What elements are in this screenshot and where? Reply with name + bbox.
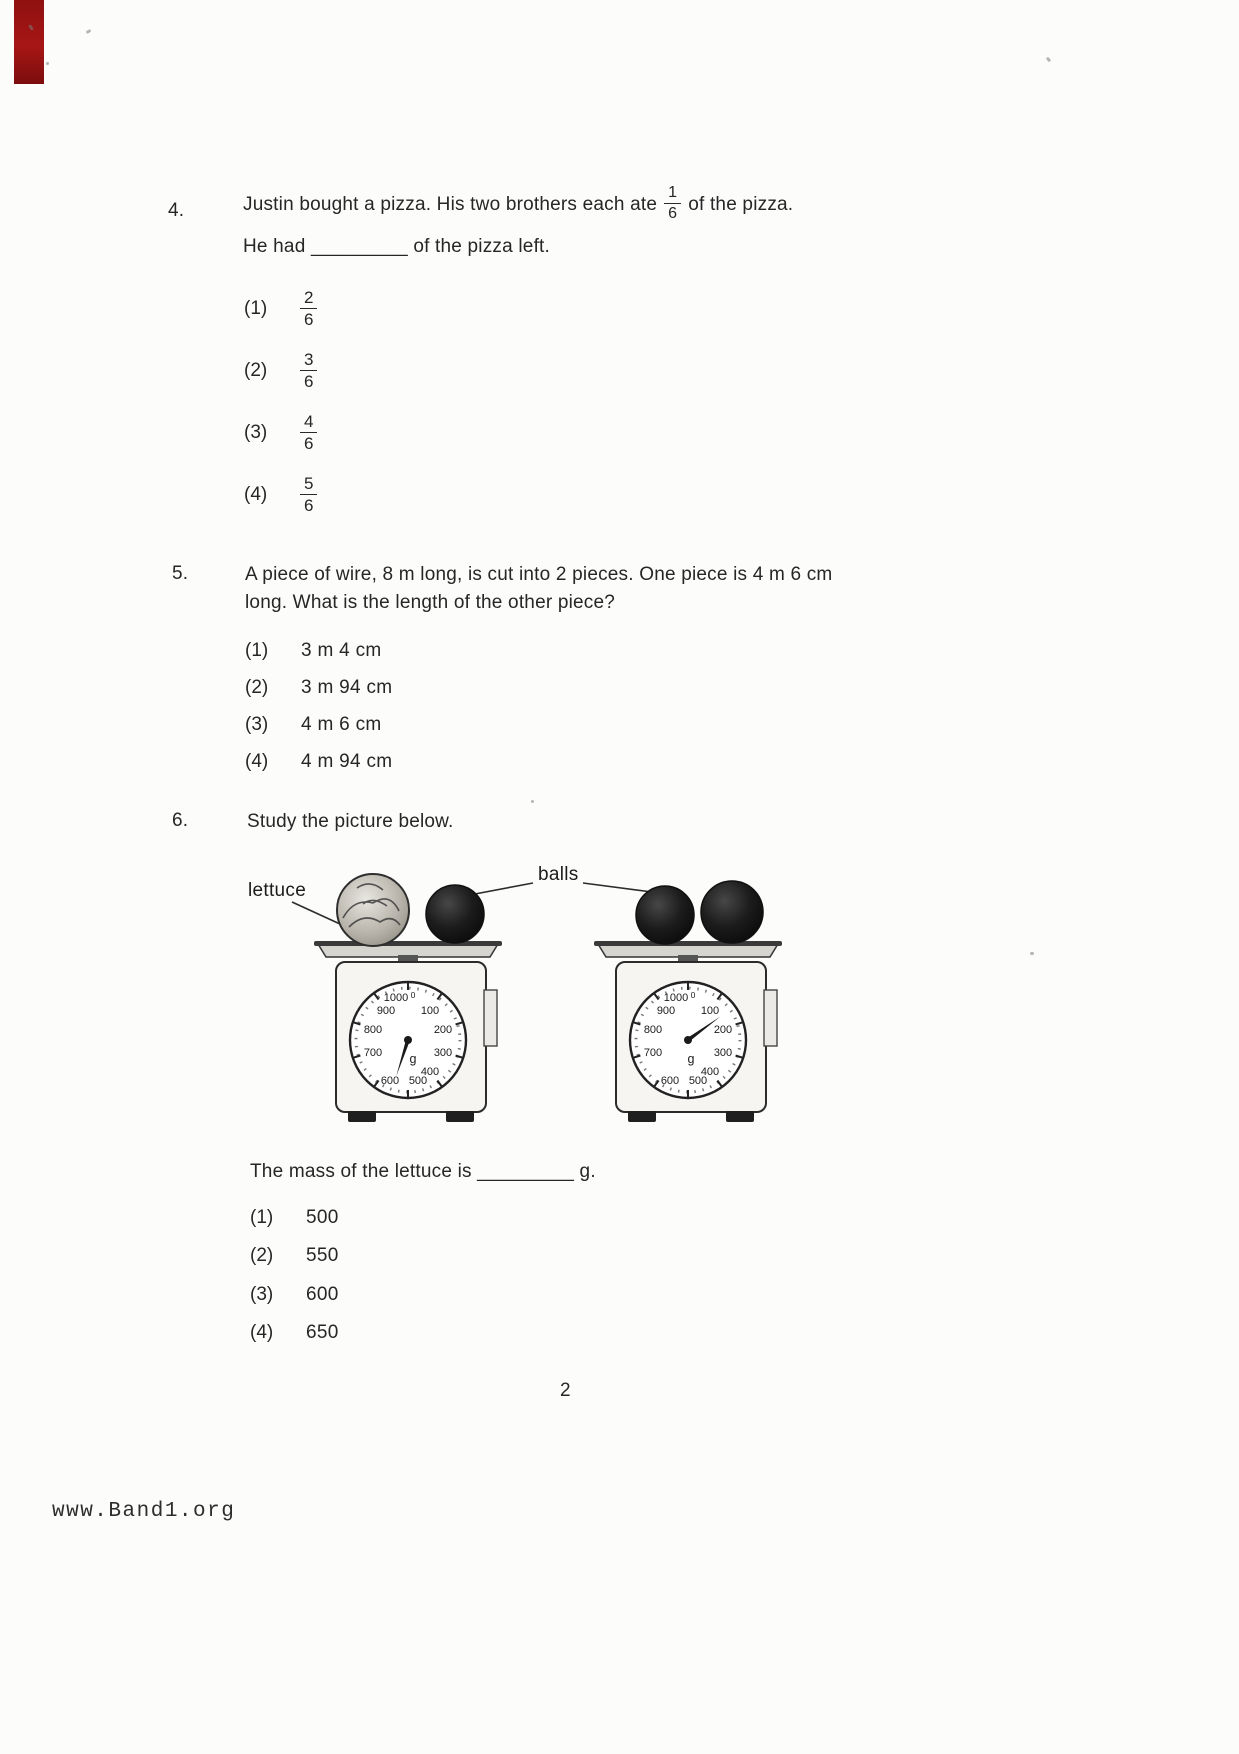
option-label: (2) — [250, 1245, 274, 1266]
option-text: 600 — [306, 1284, 339, 1305]
page-number: 2 — [560, 1380, 571, 1401]
fraction: $\frac{4}{6}$ — [300, 412, 317, 453]
ball-image — [636, 886, 694, 944]
option-text: 550 — [306, 1245, 339, 1266]
dial-number-zero: 0 — [690, 990, 696, 1000]
left-scale-dial — [350, 982, 466, 1098]
left-scale-foot — [348, 1111, 376, 1122]
scan-speck — [531, 800, 534, 803]
q5-option-2 — [245, 677, 392, 699]
question-4-number: 4. — [168, 200, 185, 221]
dial-number: 100 — [420, 1005, 440, 1017]
question-5-number: 5. — [172, 563, 189, 584]
q4-option-4 — [244, 474, 317, 515]
option-label: (2) — [245, 677, 269, 698]
dial-number: 100 — [700, 1005, 720, 1017]
option-text: 4 m 6 cm — [301, 714, 382, 735]
lettuce-pointer-line — [292, 902, 340, 924]
dial-number: 400 — [700, 1066, 720, 1078]
fraction: $\frac{3}{6}$ — [300, 350, 317, 391]
option-text: 500 — [306, 1207, 339, 1228]
dial-number: 500 — [408, 1075, 428, 1087]
left-scale-foot — [446, 1111, 474, 1122]
scan-speck — [86, 29, 92, 34]
right-scale-pan-lip — [594, 941, 782, 946]
scan-speck — [46, 62, 49, 65]
right-scale-foot — [628, 1111, 656, 1122]
dial-number: 1000 — [383, 992, 409, 1004]
watermark-site: www.Band1.org — [52, 1500, 236, 1523]
scales-figure — [240, 852, 900, 1152]
right-scale-side-tab — [764, 990, 777, 1046]
red-scan-mark — [14, 0, 44, 84]
scan-speck — [1046, 57, 1052, 63]
lettuce-image — [337, 874, 409, 946]
option-label: (1) — [250, 1207, 274, 1228]
dial-number: 200 — [433, 1024, 453, 1036]
q6-option-1 — [250, 1207, 339, 1229]
q6-option-3 — [250, 1284, 339, 1306]
option-text: 3 m 4 cm — [301, 640, 382, 661]
dial-number: 400 — [420, 1066, 440, 1078]
lettuce-label: lettuce — [248, 880, 307, 901]
q4-stem-before: Justin bought a pizza. His two brothers each ate — [243, 194, 658, 216]
q4-option-2 — [244, 350, 317, 391]
q5-stem-line2: long. What is the length of the other piece? — [245, 592, 616, 613]
dial-number: 800 — [363, 1024, 383, 1036]
q5-option-3 — [245, 714, 382, 736]
question-4-stem-line2: He had _________ of the pizza left. — [243, 236, 551, 257]
q6-option-4 — [250, 1322, 339, 1344]
balls-label: balls — [538, 864, 579, 885]
q4-option-1 — [244, 288, 317, 329]
option-text: 4 m 94 cm — [301, 751, 393, 772]
ball-image — [426, 885, 484, 943]
fraction-one-sixth: $\frac{1}{6}$ — [664, 184, 681, 223]
question-4-stem-line1 — [243, 186, 793, 225]
option-label: (3) — [245, 714, 269, 735]
option-label: (4) — [244, 483, 268, 505]
dial-number: 700 — [363, 1047, 383, 1059]
left-scale — [314, 874, 502, 1122]
dial-unit: g — [687, 1052, 695, 1066]
dial-number: 600 — [660, 1075, 680, 1087]
ball-image — [701, 881, 763, 943]
dial-number: 800 — [643, 1024, 663, 1036]
q6-option-2 — [250, 1245, 339, 1267]
dial-number: 300 — [433, 1047, 453, 1059]
dial-number: 600 — [380, 1075, 400, 1087]
dial-pivot — [404, 1036, 412, 1044]
question-6-stem: Study the picture below. — [247, 811, 454, 832]
dial-number: 500 — [688, 1075, 708, 1087]
right-scale-foot — [726, 1111, 754, 1122]
question-6-number: 6. — [172, 810, 189, 831]
option-label: (3) — [244, 421, 268, 443]
left-scale-pan-lip — [314, 941, 502, 946]
fraction: $\frac{5}{6}$ — [300, 474, 317, 515]
option-label: (2) — [244, 359, 268, 381]
dial-number: 1000 — [663, 992, 689, 1004]
right-scale-dial — [630, 982, 746, 1098]
dial-number: 200 — [713, 1024, 733, 1036]
option-text: 650 — [306, 1322, 339, 1343]
q5-option-4 — [245, 751, 392, 773]
question-5-stem — [245, 561, 832, 617]
option-label: (4) — [250, 1322, 274, 1343]
dial-unit: g — [409, 1052, 417, 1066]
dial-number-zero: 0 — [410, 990, 416, 1000]
option-label: (1) — [244, 297, 268, 319]
left-scale-side-tab — [484, 990, 497, 1046]
dial-number: 900 — [376, 1005, 396, 1017]
q5-stem-line1: A piece of wire, 8 m long, is cut into 2 pieces. One piece is 4 m 6 cm — [245, 564, 833, 585]
q5-option-1 — [245, 640, 382, 662]
dial-number: 900 — [656, 1005, 676, 1017]
q4-option-3 — [244, 412, 317, 453]
q4-stem-after: of the pizza. — [688, 194, 794, 216]
scan-speck — [1030, 952, 1034, 955]
option-label: (3) — [250, 1284, 274, 1305]
option-label: (1) — [245, 640, 269, 661]
fraction: $\frac{2}{6}$ — [300, 288, 317, 329]
q6-question-text: The mass of the lettuce is _________ g. — [250, 1161, 596, 1182]
dial-pivot — [684, 1036, 692, 1044]
option-text: 3 m 94 cm — [301, 677, 393, 698]
dial-number: 700 — [643, 1047, 663, 1059]
dial-number: 300 — [713, 1047, 733, 1059]
right-scale — [594, 881, 782, 1122]
option-label: (4) — [245, 751, 269, 772]
